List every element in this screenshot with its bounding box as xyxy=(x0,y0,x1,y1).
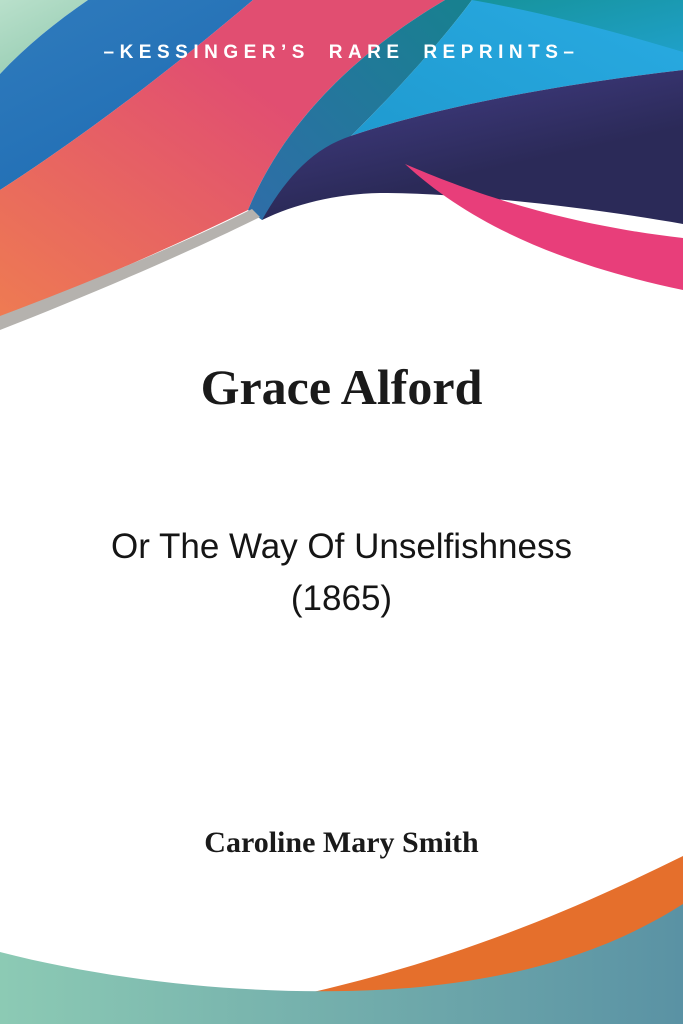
book-title: Grace Alford xyxy=(200,359,483,415)
book-subtitle-line2: (1865) xyxy=(290,579,393,618)
book-subtitle-line1: Or The Way Of Unselfishness xyxy=(111,527,572,566)
publisher-banner: –KESSINGER’S RARE REPRINTS– xyxy=(103,42,580,63)
book-subtitle xyxy=(0,521,683,625)
book-author: Caroline Mary Smith xyxy=(204,826,479,859)
